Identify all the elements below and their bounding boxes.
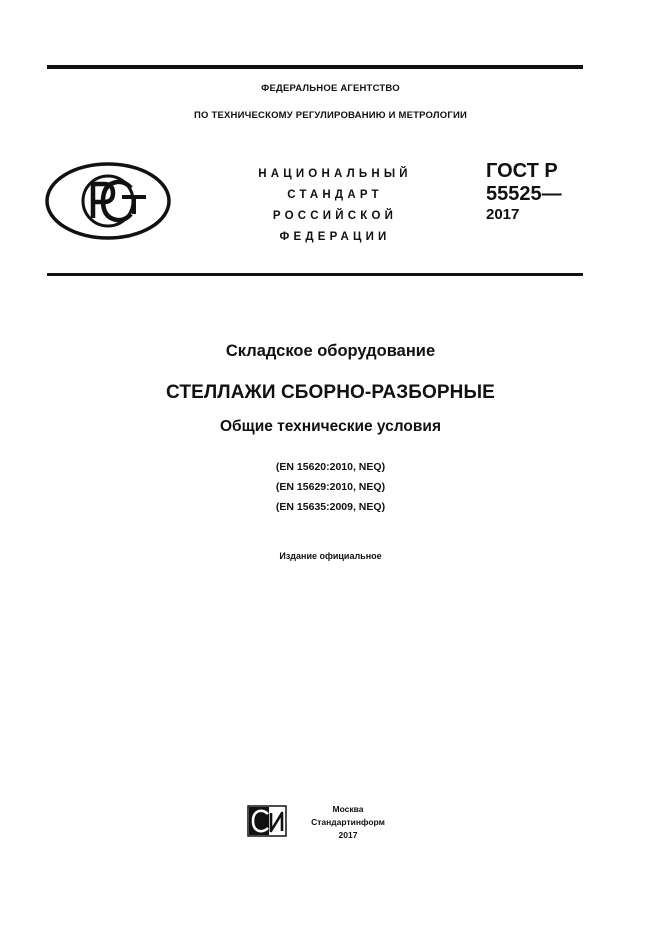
publisher-block (306, 803, 390, 842)
document-subject: Складское оборудование (225, 342, 436, 360)
national-standard-line: ФЕДЕРАЦИИ (279, 231, 391, 243)
standartinform-logo-icon (247, 805, 287, 837)
national-standard-line: НАЦИОНАЛЬНЫЙ (258, 168, 412, 180)
designation-number: 55525— (486, 183, 562, 205)
top-rule (47, 65, 583, 69)
reference-item: (EN 15620:2010, NEQ) (275, 461, 386, 473)
reference-item: (EN 15629:2010, NEQ) (275, 481, 386, 493)
publisher-year: 2017 (338, 830, 358, 840)
national-standard-line: СТАНДАРТ (287, 189, 383, 201)
designation-prefix: ГОСТ Р (486, 160, 558, 182)
harmonized-references (0, 457, 661, 517)
publisher-name: Стандартинформ (311, 817, 385, 827)
document-title: СТЕЛЛАЖИ СБОРНО-РАЗБОРНЫЕ (166, 382, 495, 403)
edition-note: Издание официальное (279, 551, 382, 561)
middle-rule (47, 273, 583, 276)
national-standard-line: РОССИЙСКОЙ (272, 210, 398, 222)
standard-designation (486, 160, 562, 224)
rst-conformity-mark-icon (45, 162, 171, 240)
agency-name-line-1: ФЕДЕРАЛЬНОЕ АГЕНТСТВО (261, 83, 400, 94)
agency-name-line-2: ПО ТЕХНИЧЕСКОМУ РЕГУЛИРОВАНИЮ И МЕТРОЛОГИИ (194, 110, 467, 121)
designation-year: 2017 (486, 206, 520, 223)
national-standard-label (230, 164, 440, 248)
document-subtitle: Общие технические условия (220, 418, 441, 435)
publisher-city: Москва (332, 804, 364, 814)
reference-item: (EN 15635:2009, NEQ) (275, 501, 386, 513)
